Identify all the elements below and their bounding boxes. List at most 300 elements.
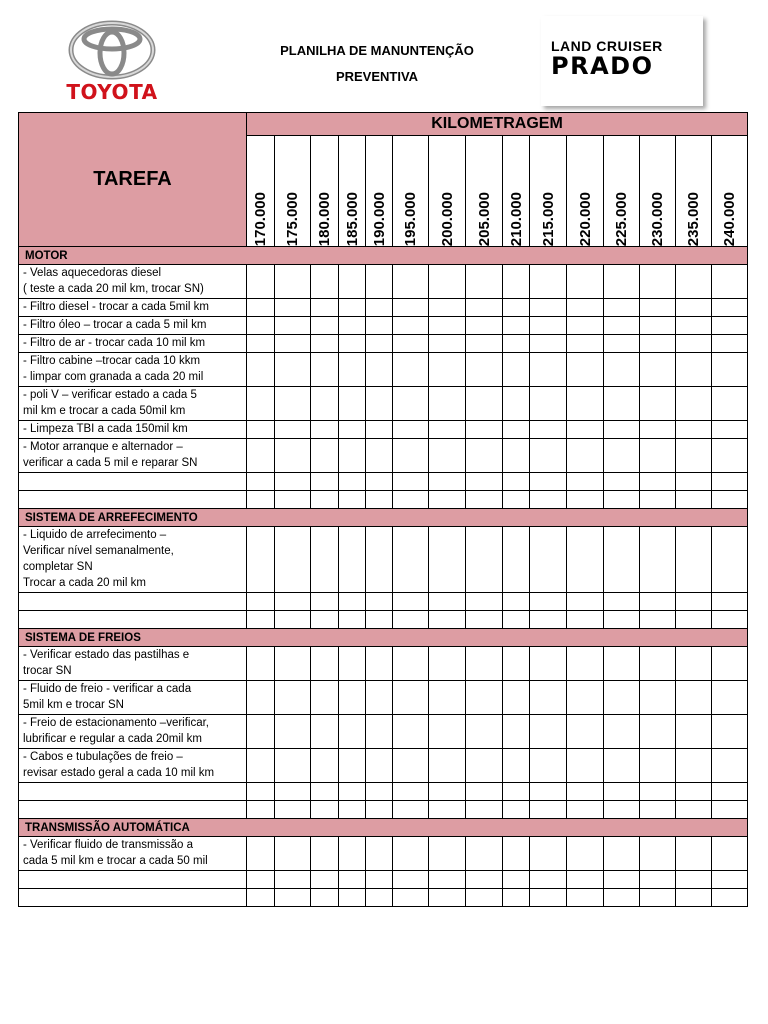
km-check-cell[interactable] [339,783,366,801]
km-check-cell[interactable] [676,611,712,629]
km-check-cell[interactable] [393,387,429,421]
km-check-cell[interactable] [393,783,429,801]
km-check-cell[interactable] [393,473,429,491]
km-check-cell[interactable] [366,889,393,907]
km-check-cell[interactable] [676,265,712,299]
km-check-cell[interactable] [712,783,748,801]
km-check-cell[interactable] [712,473,748,491]
km-check-cell[interactable] [640,473,676,491]
km-check-cell[interactable] [366,299,393,317]
km-check-cell[interactable] [530,889,567,907]
km-check-cell[interactable] [339,681,366,715]
km-check-cell[interactable] [429,749,466,783]
km-check-cell[interactable] [530,871,567,889]
km-check-cell[interactable] [247,387,275,421]
km-check-cell[interactable] [466,421,503,439]
km-check-cell[interactable] [393,681,429,715]
km-check-cell[interactable] [339,871,366,889]
km-check-cell[interactable] [503,473,530,491]
km-check-cell[interactable] [640,353,676,387]
km-check-cell[interactable] [530,335,567,353]
km-check-cell[interactable] [366,473,393,491]
km-check-cell[interactable] [247,527,275,593]
km-check-cell[interactable] [366,611,393,629]
km-check-cell[interactable] [604,783,640,801]
km-check-cell[interactable] [247,837,275,871]
km-check-cell[interactable] [640,871,676,889]
km-check-cell[interactable] [676,299,712,317]
km-check-cell[interactable] [604,387,640,421]
km-check-cell[interactable] [339,353,366,387]
km-check-cell[interactable] [275,593,311,611]
km-check-cell[interactable] [275,611,311,629]
km-check-cell[interactable] [339,473,366,491]
km-check-cell[interactable] [503,647,530,681]
km-check-cell[interactable] [712,715,748,749]
km-check-cell[interactable] [275,681,311,715]
km-check-cell[interactable] [275,387,311,421]
km-check-cell[interactable] [604,889,640,907]
km-check-cell[interactable] [311,491,339,509]
km-check-cell[interactable] [604,801,640,819]
km-check-cell[interactable] [567,317,604,335]
km-check-cell[interactable] [366,871,393,889]
km-check-cell[interactable] [466,335,503,353]
km-check-cell[interactable] [676,783,712,801]
km-check-cell[interactable] [275,491,311,509]
km-check-cell[interactable] [311,611,339,629]
km-check-cell[interactable] [311,421,339,439]
km-check-cell[interactable] [466,681,503,715]
km-check-cell[interactable] [339,317,366,335]
km-check-cell[interactable] [339,889,366,907]
km-check-cell[interactable] [275,265,311,299]
km-check-cell[interactable] [393,265,429,299]
km-check-cell[interactable] [567,299,604,317]
km-check-cell[interactable] [339,611,366,629]
km-check-cell[interactable] [466,265,503,299]
km-check-cell[interactable] [530,353,567,387]
km-check-cell[interactable] [640,299,676,317]
km-check-cell[interactable] [503,801,530,819]
km-check-cell[interactable] [466,593,503,611]
km-check-cell[interactable] [311,527,339,593]
km-check-cell[interactable] [604,593,640,611]
km-check-cell[interactable] [567,889,604,907]
km-check-cell[interactable] [640,837,676,871]
km-check-cell[interactable] [503,837,530,871]
km-check-cell[interactable] [466,837,503,871]
km-check-cell[interactable] [275,871,311,889]
km-check-cell[interactable] [247,871,275,889]
km-check-cell[interactable] [530,593,567,611]
km-check-cell[interactable] [311,681,339,715]
km-check-cell[interactable] [503,889,530,907]
km-check-cell[interactable] [275,715,311,749]
km-check-cell[interactable] [466,527,503,593]
km-check-cell[interactable] [604,353,640,387]
km-check-cell[interactable] [311,801,339,819]
km-check-cell[interactable] [567,749,604,783]
km-check-cell[interactable] [393,491,429,509]
km-check-cell[interactable] [604,871,640,889]
km-check-cell[interactable] [366,647,393,681]
km-check-cell[interactable] [530,421,567,439]
km-check-cell[interactable] [366,715,393,749]
km-check-cell[interactable] [503,439,530,473]
km-check-cell[interactable] [676,317,712,335]
km-check-cell[interactable] [676,647,712,681]
km-check-cell[interactable] [503,317,530,335]
km-check-cell[interactable] [640,783,676,801]
km-check-cell[interactable] [503,681,530,715]
km-check-cell[interactable] [429,491,466,509]
km-check-cell[interactable] [247,439,275,473]
km-check-cell[interactable] [366,681,393,715]
km-check-cell[interactable] [530,801,567,819]
km-check-cell[interactable] [567,439,604,473]
km-check-cell[interactable] [712,871,748,889]
km-check-cell[interactable] [676,837,712,871]
km-check-cell[interactable] [503,527,530,593]
km-check-cell[interactable] [712,353,748,387]
km-check-cell[interactable] [712,593,748,611]
km-check-cell[interactable] [311,593,339,611]
km-check-cell[interactable] [393,871,429,889]
km-check-cell[interactable] [247,749,275,783]
km-check-cell[interactable] [247,715,275,749]
km-check-cell[interactable] [466,871,503,889]
km-check-cell[interactable] [247,611,275,629]
km-check-cell[interactable] [676,473,712,491]
km-check-cell[interactable] [676,353,712,387]
km-check-cell[interactable] [640,611,676,629]
km-check-cell[interactable] [604,265,640,299]
km-check-cell[interactable] [712,299,748,317]
km-check-cell[interactable] [567,265,604,299]
km-check-cell[interactable] [366,527,393,593]
km-check-cell[interactable] [676,387,712,421]
km-check-cell[interactable] [429,335,466,353]
km-check-cell[interactable] [640,317,676,335]
km-check-cell[interactable] [247,681,275,715]
km-check-cell[interactable] [676,749,712,783]
km-check-cell[interactable] [429,837,466,871]
km-check-cell[interactable] [712,317,748,335]
km-check-cell[interactable] [366,335,393,353]
km-check-cell[interactable] [503,299,530,317]
km-check-cell[interactable] [247,491,275,509]
km-check-cell[interactable] [393,335,429,353]
km-check-cell[interactable] [366,783,393,801]
km-check-cell[interactable] [640,421,676,439]
km-check-cell[interactable] [393,299,429,317]
km-check-cell[interactable] [604,421,640,439]
km-check-cell[interactable] [429,387,466,421]
km-check-cell[interactable] [366,265,393,299]
km-check-cell[interactable] [429,439,466,473]
km-check-cell[interactable] [530,681,567,715]
km-check-cell[interactable] [676,527,712,593]
km-check-cell[interactable] [567,473,604,491]
km-check-cell[interactable] [393,611,429,629]
km-check-cell[interactable] [530,299,567,317]
km-check-cell[interactable] [247,783,275,801]
km-check-cell[interactable] [366,439,393,473]
km-check-cell[interactable] [530,783,567,801]
km-check-cell[interactable] [530,473,567,491]
km-check-cell[interactable] [530,387,567,421]
km-check-cell[interactable] [567,353,604,387]
km-check-cell[interactable] [604,335,640,353]
km-check-cell[interactable] [530,749,567,783]
km-check-cell[interactable] [604,647,640,681]
km-check-cell[interactable] [429,681,466,715]
km-check-cell[interactable] [604,299,640,317]
km-check-cell[interactable] [640,335,676,353]
km-check-cell[interactable] [567,335,604,353]
km-check-cell[interactable] [604,473,640,491]
km-check-cell[interactable] [640,889,676,907]
km-check-cell[interactable] [311,647,339,681]
km-check-cell[interactable] [712,837,748,871]
km-check-cell[interactable] [366,593,393,611]
km-check-cell[interactable] [339,421,366,439]
km-check-cell[interactable] [466,353,503,387]
km-check-cell[interactable] [567,801,604,819]
km-check-cell[interactable] [604,317,640,335]
km-check-cell[interactable] [640,681,676,715]
km-check-cell[interactable] [530,265,567,299]
km-check-cell[interactable] [275,439,311,473]
km-check-cell[interactable] [429,593,466,611]
km-check-cell[interactable] [311,353,339,387]
km-check-cell[interactable] [366,317,393,335]
km-check-cell[interactable] [366,491,393,509]
km-check-cell[interactable] [339,335,366,353]
km-check-cell[interactable] [466,783,503,801]
km-check-cell[interactable] [712,265,748,299]
km-check-cell[interactable] [275,749,311,783]
km-check-cell[interactable] [429,801,466,819]
km-check-cell[interactable] [567,527,604,593]
km-check-cell[interactable] [712,387,748,421]
km-check-cell[interactable] [339,299,366,317]
km-check-cell[interactable] [429,317,466,335]
km-check-cell[interactable] [339,491,366,509]
km-check-cell[interactable] [366,353,393,387]
km-check-cell[interactable] [712,647,748,681]
km-check-cell[interactable] [429,889,466,907]
km-check-cell[interactable] [393,837,429,871]
km-check-cell[interactable] [366,387,393,421]
km-check-cell[interactable] [640,387,676,421]
km-check-cell[interactable] [247,421,275,439]
km-check-cell[interactable] [676,871,712,889]
km-check-cell[interactable] [466,491,503,509]
km-check-cell[interactable] [311,335,339,353]
km-check-cell[interactable] [712,335,748,353]
km-check-cell[interactable] [247,593,275,611]
km-check-cell[interactable] [567,421,604,439]
km-check-cell[interactable] [640,715,676,749]
km-check-cell[interactable] [567,783,604,801]
km-check-cell[interactable] [311,387,339,421]
km-check-cell[interactable] [275,353,311,387]
km-check-cell[interactable] [530,317,567,335]
km-check-cell[interactable] [311,749,339,783]
km-check-cell[interactable] [604,681,640,715]
km-check-cell[interactable] [466,473,503,491]
km-check-cell[interactable] [640,647,676,681]
km-check-cell[interactable] [466,715,503,749]
km-check-cell[interactable] [530,611,567,629]
km-check-cell[interactable] [247,265,275,299]
km-check-cell[interactable] [604,749,640,783]
km-check-cell[interactable] [676,421,712,439]
km-check-cell[interactable] [530,491,567,509]
km-check-cell[interactable] [366,421,393,439]
km-check-cell[interactable] [466,439,503,473]
km-check-cell[interactable] [311,889,339,907]
km-check-cell[interactable] [640,749,676,783]
km-check-cell[interactable] [366,749,393,783]
km-check-cell[interactable] [676,715,712,749]
km-check-cell[interactable] [275,647,311,681]
km-check-cell[interactable] [275,335,311,353]
km-check-cell[interactable] [311,837,339,871]
km-check-cell[interactable] [503,783,530,801]
km-check-cell[interactable] [339,749,366,783]
km-check-cell[interactable] [393,527,429,593]
km-check-cell[interactable] [567,387,604,421]
km-check-cell[interactable] [339,593,366,611]
km-check-cell[interactable] [530,527,567,593]
km-check-cell[interactable] [429,647,466,681]
km-check-cell[interactable] [366,837,393,871]
km-check-cell[interactable] [466,749,503,783]
km-check-cell[interactable] [429,527,466,593]
km-check-cell[interactable] [503,593,530,611]
km-check-cell[interactable] [466,611,503,629]
km-check-cell[interactable] [429,473,466,491]
km-check-cell[interactable] [712,889,748,907]
km-check-cell[interactable] [640,491,676,509]
km-check-cell[interactable] [503,335,530,353]
km-check-cell[interactable] [429,299,466,317]
km-check-cell[interactable] [247,473,275,491]
km-check-cell[interactable] [503,871,530,889]
km-check-cell[interactable] [311,871,339,889]
km-check-cell[interactable] [311,439,339,473]
km-check-cell[interactable] [247,317,275,335]
km-check-cell[interactable] [429,353,466,387]
km-check-cell[interactable] [429,421,466,439]
km-check-cell[interactable] [640,593,676,611]
km-check-cell[interactable] [275,473,311,491]
km-check-cell[interactable] [567,647,604,681]
km-check-cell[interactable] [503,611,530,629]
km-check-cell[interactable] [530,837,567,871]
km-check-cell[interactable] [275,801,311,819]
km-check-cell[interactable] [311,715,339,749]
km-check-cell[interactable] [640,265,676,299]
km-check-cell[interactable] [567,871,604,889]
km-check-cell[interactable] [567,715,604,749]
km-check-cell[interactable] [275,889,311,907]
km-check-cell[interactable] [429,715,466,749]
km-check-cell[interactable] [429,265,466,299]
km-check-cell[interactable] [503,421,530,439]
km-check-cell[interactable] [393,749,429,783]
km-check-cell[interactable] [339,647,366,681]
km-check-cell[interactable] [247,889,275,907]
km-check-cell[interactable] [466,647,503,681]
km-check-cell[interactable] [604,611,640,629]
km-check-cell[interactable] [393,593,429,611]
km-check-cell[interactable] [676,681,712,715]
km-check-cell[interactable] [339,439,366,473]
km-check-cell[interactable] [712,439,748,473]
km-check-cell[interactable] [567,611,604,629]
km-check-cell[interactable] [311,317,339,335]
km-check-cell[interactable] [466,317,503,335]
km-check-cell[interactable] [503,491,530,509]
km-check-cell[interactable] [275,299,311,317]
km-check-cell[interactable] [393,715,429,749]
km-check-cell[interactable] [275,317,311,335]
km-check-cell[interactable] [247,647,275,681]
km-check-cell[interactable] [604,715,640,749]
km-check-cell[interactable] [712,801,748,819]
km-check-cell[interactable] [339,387,366,421]
km-check-cell[interactable] [429,611,466,629]
km-check-cell[interactable] [339,715,366,749]
km-check-cell[interactable] [393,353,429,387]
km-check-cell[interactable] [676,593,712,611]
km-check-cell[interactable] [311,265,339,299]
km-check-cell[interactable] [393,317,429,335]
km-check-cell[interactable] [712,611,748,629]
km-check-cell[interactable] [503,749,530,783]
km-check-cell[interactable] [712,491,748,509]
km-check-cell[interactable] [712,681,748,715]
km-check-cell[interactable] [604,527,640,593]
km-check-cell[interactable] [604,837,640,871]
km-check-cell[interactable] [247,801,275,819]
km-check-cell[interactable] [247,299,275,317]
km-check-cell[interactable] [311,783,339,801]
km-check-cell[interactable] [567,837,604,871]
km-check-cell[interactable] [393,647,429,681]
km-check-cell[interactable] [429,783,466,801]
km-check-cell[interactable] [604,491,640,509]
km-check-cell[interactable] [339,527,366,593]
km-check-cell[interactable] [393,889,429,907]
km-check-cell[interactable] [275,837,311,871]
km-check-cell[interactable] [503,715,530,749]
km-check-cell[interactable] [676,491,712,509]
km-check-cell[interactable] [466,889,503,907]
km-check-cell[interactable] [466,299,503,317]
km-check-cell[interactable] [393,801,429,819]
km-check-cell[interactable] [712,749,748,783]
km-check-cell[interactable] [466,387,503,421]
km-check-cell[interactable] [247,335,275,353]
km-check-cell[interactable] [676,335,712,353]
km-check-cell[interactable] [640,439,676,473]
km-check-cell[interactable] [567,593,604,611]
